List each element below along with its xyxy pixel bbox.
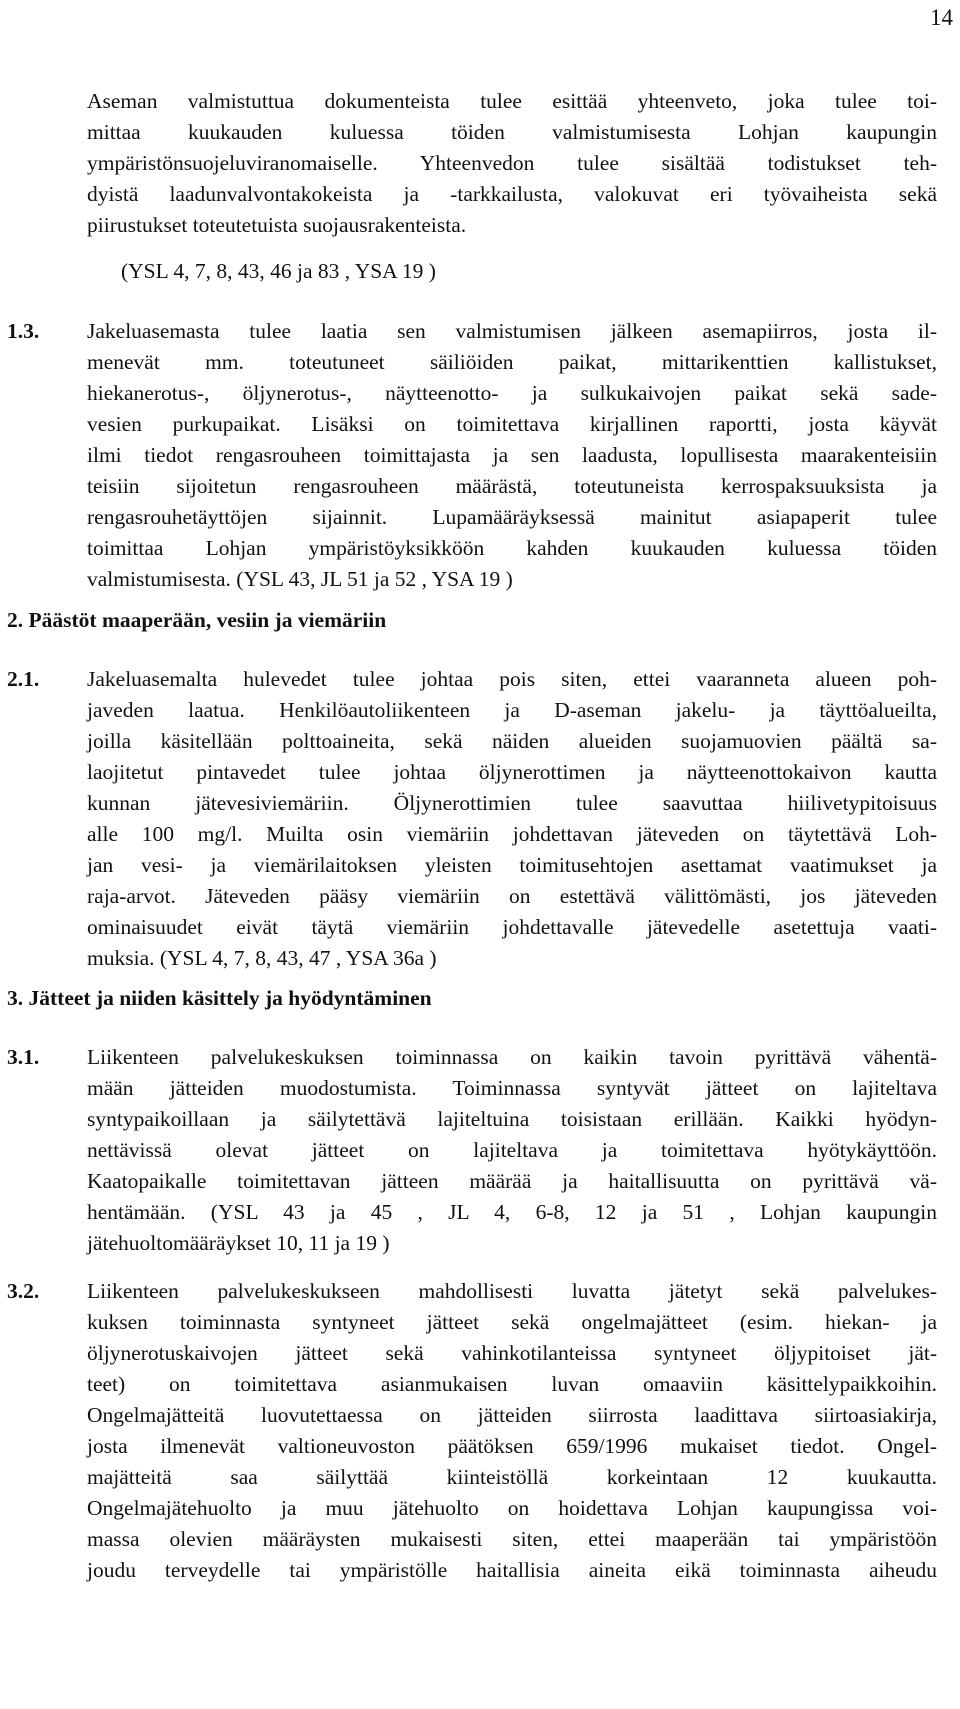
paragraph-line: teisiin sijoitetun rengasrouheen määrästä, toteutuneista kerrospaksuuksista ja [87,474,937,498]
paragraph-line: nettävissä olevat jätteet on lajiteltava ja toimitettava hyötykäyttöön. [87,1138,937,1162]
section-heading: 2. Päästöt maaperään, vesiin ja viemäriin [7,608,387,632]
paragraph-line: Jakeluasemalta hulevedet tulee johtaa pois siten, ettei vaaranneta alueen poh- [87,667,937,691]
section-3-1-paragraph [87,1042,937,1259]
paragraph-line: Aseman valmistuttua dokumenteista tulee esittää yhteenveto, joka tulee toi- [87,89,937,113]
intro-paragraph [87,86,937,241]
paragraph-line: kunnan jätevesiviemäriin. Öljynerottimien tulee saavuttaa hiilivetypitoisuus [87,791,937,815]
section-3-2-paragraph [87,1276,937,1586]
legal-reference: (YSL 4, 7, 8, 43, 46 ja 83 , YSA 19 ) [121,259,436,283]
section-2-1-paragraph [87,664,937,974]
section-heading: 3. Jätteet ja niiden käsittely ja hyödyntäminen [7,986,432,1010]
paragraph-line: joudu terveydelle tai ympäristölle haitallisia aineita eikä toiminnasta aiheudu [87,1558,937,1582]
paragraph-line: toimittaa Lohjan ympäristöyksikköön kahden kuukauden kuluessa töiden [87,536,937,560]
paragraph-line: hentämään. (YSL 43 ja 45 , JL 4, 6-8, 12 ja 51 , Lohjan kaupungin [87,1200,937,1224]
paragraph-line: öljynerotuskaivojen jätteet sekä vahinkotilanteissa syntyneet öljypitoiset jät- [87,1341,937,1365]
paragraph-line: dyistä laadunvalvontakokeista ja -tarkkailusta, valokuvat eri työvaiheista sekä [87,182,937,206]
paragraph-line: Ongelmajätehuolto ja muu jätehuolto on hoidettava Lohjan kaupungissa voi- [87,1496,937,1520]
paragraph-line: javeden laatua. Henkilöautoliikenteen ja D-aseman jakelu- ja täyttöalueilta, [87,698,937,722]
paragraph-line: muksia. (YSL 4, 7, 8, 43, 47 , YSA 36a ) [87,946,437,970]
paragraph-line: ominaisuudet eivät täytä viemäriin johdettavalle jätevedelle asetettuja vaati- [87,915,937,939]
paragraph-line: jan vesi- ja viemärilaitoksen yleisten toimitusehtojen asettamat vaatimukset ja [87,853,937,877]
paragraph-line: rengasrouhetäyttöjen sijainnit. Lupamääräyksessä mainitut asiapaperit tulee [87,505,937,529]
paragraph-line: mittaa kuukauden kuluessa töiden valmistumisesta Lohjan kaupungin [87,120,937,144]
paragraph-line: josta ilmenevät valtioneuvoston päätöksen 659/1996 mukaiset tiedot. Ongel- [87,1434,937,1458]
paragraph-line: piirustukset toteutetuista suojausrakenteista. [87,213,467,237]
paragraph-line: Kaatopaikalle toimitettavan jätteen määrää ja haitallisuutta on pyrittävä vä- [87,1169,937,1193]
paragraph-line: ympäristönsuojeluviranomaiselle. Yhteenvedon tulee sisältää todistukset teh- [87,151,937,175]
paragraph-line: Liikenteen palvelukeskukseen mahdollisesti luvatta jätetyt sekä palvelukes- [87,1279,937,1303]
paragraph-line: Ongelmajätteitä luovutettaessa on jätteiden siirrosta laadittava siirtoasiakirja, [87,1403,937,1427]
paragraph-line: kuksen toiminnasta syntyneet jätteet sekä ongelmajätteet (esim. hiekan- ja [87,1310,937,1334]
paragraph-line: teet) on toimitettava asianmukaisen luvan omaaviin käsittelypaikkoihin. [87,1372,937,1396]
paragraph-line: syntypaikoillaan ja säilytettävä lajiteltuina toisistaan erillään. Kaikki hyödyn- [87,1107,937,1131]
paragraph-line: ilmi tiedot rengasrouheen toimittajasta ja sen laadusta, lopullisesta maarakenteisiin [87,443,937,467]
section-number: 2.1. [7,667,40,691]
section-number: 3.1. [7,1045,40,1069]
paragraph-line: hiekanerotus-, öljynerotus-, näytteenotto- ja sulkukaivojen paikat sekä sade- [87,381,937,405]
paragraph-line: alle 100 mg/l. Muilta osin viemäriin johdettavan jäteveden on täytettävä Loh- [87,822,937,846]
section-number: 1.3. [7,319,40,343]
paragraph-line: laojitetut pintavedet tulee johtaa öljynerottimen ja näytteenottokaivon kautta [87,760,937,784]
paragraph-line: massa olevien määräysten mukaisesti siten, ettei maaperään tai ympäristöön [87,1527,937,1551]
paragraph-line: jätehuoltomääräykset 10, 11 ja 19 ) [87,1231,390,1255]
paragraph-line: joilla käsitellään polttoaineita, sekä näiden alueiden suojamuovien päältä sa- [87,729,937,753]
paragraph-line: menevät mm. toteutuneet säiliöiden paikat, mittarikenttien kallistukset, [87,350,937,374]
section-1-3-paragraph [87,316,937,595]
paragraph-line: Jakeluasemasta tulee laatia sen valmistumisen jälkeen asemapiirros, josta il- [87,319,937,343]
paragraph-line: majätteitä saa säilyttää kiinteistöllä korkeintaan 12 kuukautta. [87,1465,937,1489]
paragraph-line: raja-arvot. Jäteveden pääsy viemäriin on estettävä välittömästi, jos jäteveden [87,884,937,908]
paragraph-line: Liikenteen palvelukeskuksen toiminnassa on kaikin tavoin pyrittävä vähentä- [87,1045,937,1069]
paragraph-line: mään jätteiden muodostumista. Toiminnassa syntyvät jätteet on lajiteltava [87,1076,937,1100]
section-number: 3.2. [7,1279,40,1303]
page-number: 14 [930,5,953,30]
paragraph-line: valmistumisesta. (YSL 43, JL 51 ja 52 , YSA 19 ) [87,567,513,591]
paragraph-line: vesien purkupaikat. Lisäksi on toimitettava kirjallinen raportti, josta käyvät [87,412,937,436]
